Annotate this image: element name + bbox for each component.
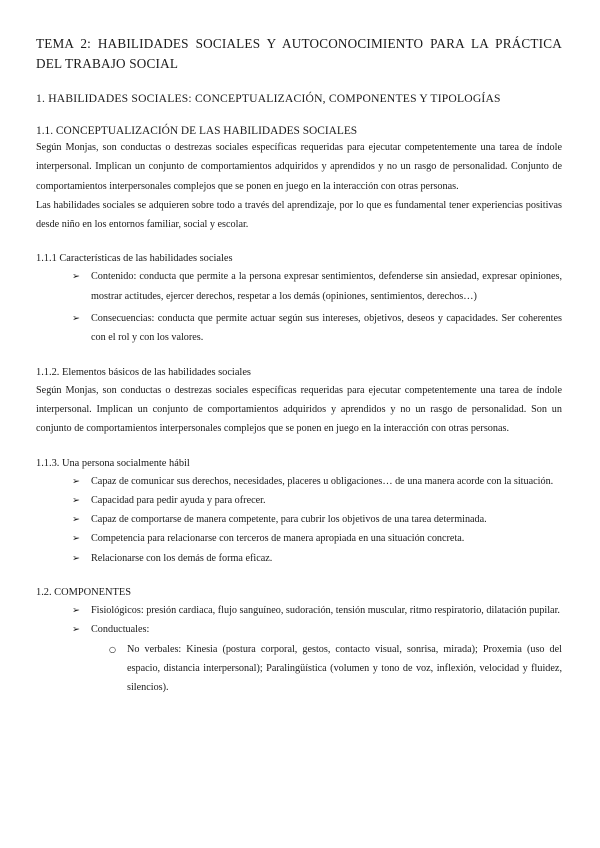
list-item-text: Consecuencias: conducta que permite actuar según sus intereses, objetivos, deseos y capacidades. Ser coherentes con el rol y con los valores. — [91, 313, 562, 344]
list-item-text: Contenido: conducta que permite a la persona expresar sentimientos, defenderse sin ansiedad, expresar opiniones, mostrar actitudes, ejercer derechos, respetar a los demás (opiniones, sentimientos, derechos…) — [91, 271, 562, 302]
arrow-bullet-icon: ➢ — [72, 533, 80, 545]
list-item — [72, 510, 562, 529]
section-1-2-heading: 1.2. COMPONENTES — [36, 587, 131, 599]
list-item-text: Capaz de comunicar sus derechos, necesidades, placeres u obligaciones… de una manera acorde con la situación. — [91, 475, 554, 487]
list-item — [72, 549, 562, 568]
section-1-1-paragraph-2: Las habilidades sociales se adquieren sobre todo a través del aprendizaje, por lo que es fundamental tener experiencias positivas desde niño en los entornos familiar, social y escolar. — [36, 199, 562, 231]
document-title: TEMA 2: HABILIDADES SOCIALES Y AUTOCONOCIMIENTO PARA LA PRÁCTICA DEL TRABAJO SOCIAL — [36, 36, 562, 71]
section-1-1-3-heading: 1.1.3. Una persona socialmente hábil — [36, 457, 190, 469]
list-item — [72, 267, 562, 306]
list-item-text: Capacidad para pedir ayuda y para ofrecer. — [91, 494, 266, 506]
sublist-item-text: No verbales: Kinesia (postura corporal, gestos, contacto visual, sonrisa, mirada); Proxemia (uso del espacio, distancia interpersonal); Paralingüística (volumen y tono de voz, inflexión, velocidad y fluidez, silencios). — [127, 643, 562, 694]
list-item — [72, 309, 562, 348]
list-item-text: Fisiológicos: presión cardiaca, flujo sanguíneo, sudoración, tensión muscular, ritmo respiratorio, dilatación pupilar. — [91, 605, 560, 617]
list-item-text: Competencia para relacionarse con terceros de manera apropiada en una situación concreta. — [91, 533, 465, 545]
characteristics-list — [36, 267, 562, 347]
list-item-text: Conductuales: — [91, 624, 150, 636]
arrow-bullet-icon: ➢ — [72, 514, 80, 526]
section-1-1-paragraph-1: Según Monjas, son conductas o destrezas sociales específicas requeridas para ejecutar competentemente una tarea de índole interpersonal. Implican un conjunto de comportamientos adquiridos y aprendidos y no un rasgo de personalidad. Conjunto de comportamientos interpersonales complejos que se ponen en juego en la interacción con otras personas. — [36, 142, 562, 192]
circle-bullet-icon: ○ — [109, 644, 116, 654]
sublist-item — [109, 640, 562, 698]
arrow-bullet-icon: ➢ — [72, 271, 80, 283]
section-1-1-1-heading: 1.1.1 Características de las habilidades sociales — [36, 253, 233, 265]
section-1-1-2-heading: 1.1.2. Elementos básicos de las habilidades sociales — [36, 366, 251, 378]
arrow-bullet-icon: ➢ — [72, 313, 80, 325]
skilled-person-list — [36, 472, 562, 568]
arrow-bullet-icon: ➢ — [72, 494, 80, 506]
list-item — [72, 601, 562, 620]
list-item — [72, 472, 562, 491]
section-1-heading: 1. HABILIDADES SOCIALES: CONCEPTUALIZACIÓN, COMPONENTES Y TIPOLOGÍAS — [36, 92, 501, 105]
arrow-bullet-icon: ➢ — [72, 552, 80, 564]
arrow-bullet-icon: ➢ — [72, 624, 80, 636]
list-item — [72, 491, 562, 510]
list-item-text: Relacionarse con los demás de forma eficaz. — [91, 552, 273, 564]
behavioral-sublist — [91, 640, 562, 698]
list-item-text: Capaz de comportarse de manera competente, para cubrir los objetivos de una tarea determinada. — [91, 514, 487, 526]
arrow-bullet-icon: ➢ — [72, 475, 80, 487]
arrow-bullet-icon: ➢ — [72, 605, 80, 617]
components-list — [36, 601, 562, 697]
section-1-1-2-paragraph: Según Monjas, son conductas o destrezas sociales específicas requeridas para ejecutar competentemente una tarea de índole interpersonal. Implican un conjunto de comportamientos adquiridos y aprendidos y no un rasgo de personalidad. Son un conjunto de comportamientos interpersonales complejos que se ponen en juego en la interacción con otras personas. — [36, 384, 562, 435]
list-item — [72, 620, 562, 697]
section-1-1-heading: 1.1. CONCEPTUALIZACIÓN DE LAS HABILIDADES SOCIALES — [36, 125, 358, 137]
list-item — [72, 529, 562, 548]
